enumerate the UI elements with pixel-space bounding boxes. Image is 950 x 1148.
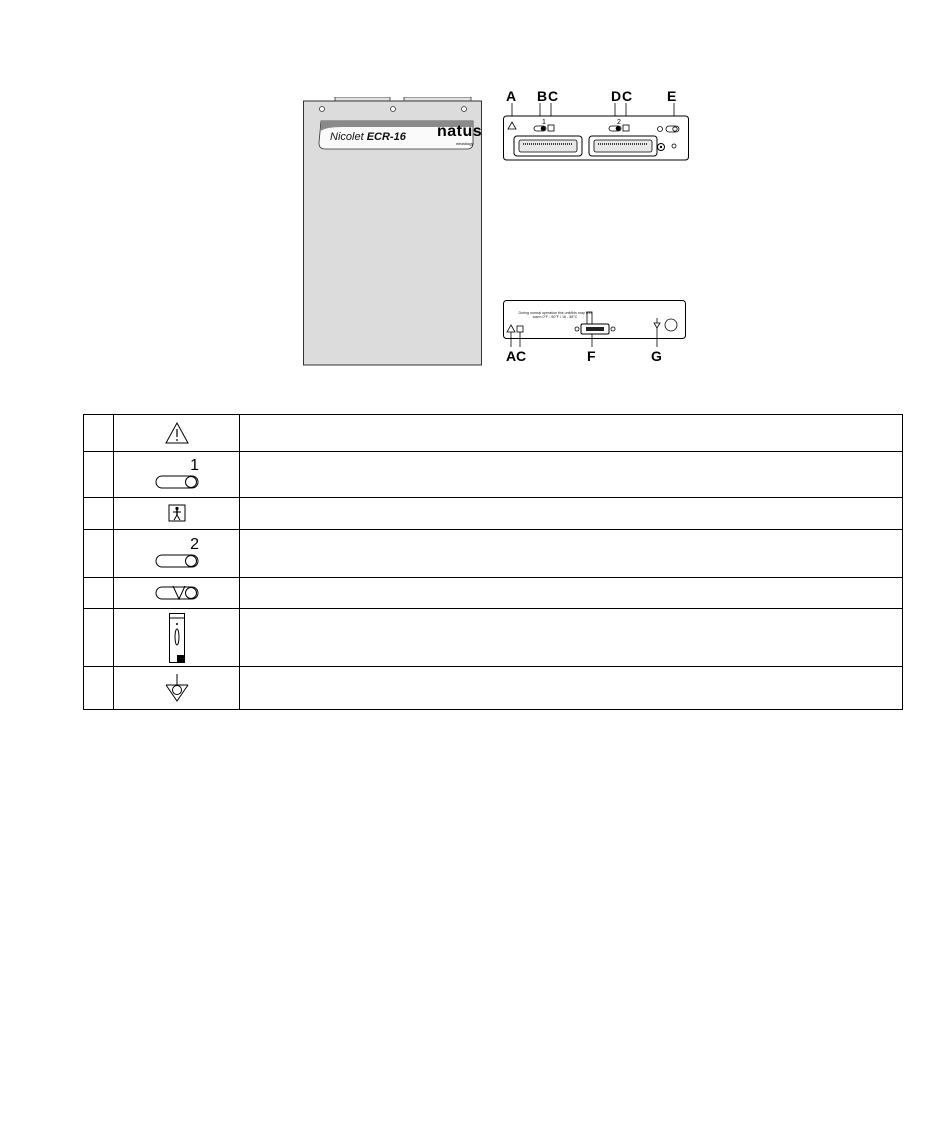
type-bf-body-icon — [168, 504, 186, 522]
symbol-cell — [114, 530, 240, 578]
bf-patient-icon — [517, 326, 523, 332]
device-front-illustration — [303, 97, 482, 366]
port-1-switch-icon — [155, 474, 199, 490]
row-letter — [84, 452, 114, 498]
symbol-cell — [114, 415, 240, 452]
top-panel-drawing — [503, 103, 689, 163]
row-letter — [84, 609, 114, 667]
row-description — [240, 452, 903, 498]
row-letter — [84, 530, 114, 578]
row-letter — [84, 415, 114, 452]
row-description — [240, 609, 903, 667]
natus-logo: natus — [437, 123, 483, 140]
bottom-panel-drawing — [503, 300, 689, 352]
callout-e-top: E — [667, 88, 677, 104]
callout-g-bottom: G — [651, 348, 662, 364]
symbol-legend-table — [83, 414, 903, 710]
symbol-cell — [114, 578, 240, 609]
row-description — [240, 415, 903, 452]
table-row — [84, 452, 903, 498]
port-number-label: 1 — [190, 456, 199, 474]
symbol-cell — [114, 609, 240, 667]
symbol-cell — [114, 498, 240, 530]
natus-logo-subtitle: neurology — [456, 141, 474, 146]
port-1-number: 1 — [542, 119, 546, 126]
callout-c2-top: C — [622, 88, 633, 104]
port-2-switch-icon — [155, 553, 199, 569]
row-description — [240, 667, 903, 710]
usb-port-icon — [168, 612, 186, 664]
callout-a-top: A — [506, 88, 517, 104]
port-number-label: 2 — [190, 535, 199, 553]
symbol-cell — [114, 452, 240, 498]
callout-c-bottom: C — [516, 348, 527, 364]
warning-triangle-icon — [164, 421, 190, 445]
power-on-off-switch-icon — [155, 584, 199, 602]
bf-patient-icon — [548, 125, 554, 131]
equipotential-ground-icon — [164, 673, 190, 703]
table-row — [84, 530, 903, 578]
table-row — [84, 609, 903, 667]
row-letter — [84, 498, 114, 530]
row-letter — [84, 578, 114, 609]
row-description — [240, 530, 903, 578]
callout-c-top: C — [548, 88, 559, 104]
table-row — [84, 415, 903, 452]
symbol-cell — [114, 667, 240, 710]
table-row — [84, 578, 903, 609]
row-letter — [84, 667, 114, 710]
callout-a-bottom: A — [506, 348, 517, 364]
callout-f-bottom: F — [587, 348, 596, 364]
row-description — [240, 578, 903, 609]
port-2-number: 2 — [617, 119, 621, 126]
row-description — [240, 498, 903, 530]
table-row — [84, 498, 903, 530]
device-model-label: Nicolet ECR-16 — [330, 131, 406, 143]
warm-surface-warning-text: During normal operation this unit/this may feel warm 0°F - 50°F / 18 - 58°C — [518, 311, 592, 320]
callout-b-top: B — [537, 88, 548, 104]
table-row — [84, 667, 903, 710]
callout-d-top: D — [611, 88, 622, 104]
